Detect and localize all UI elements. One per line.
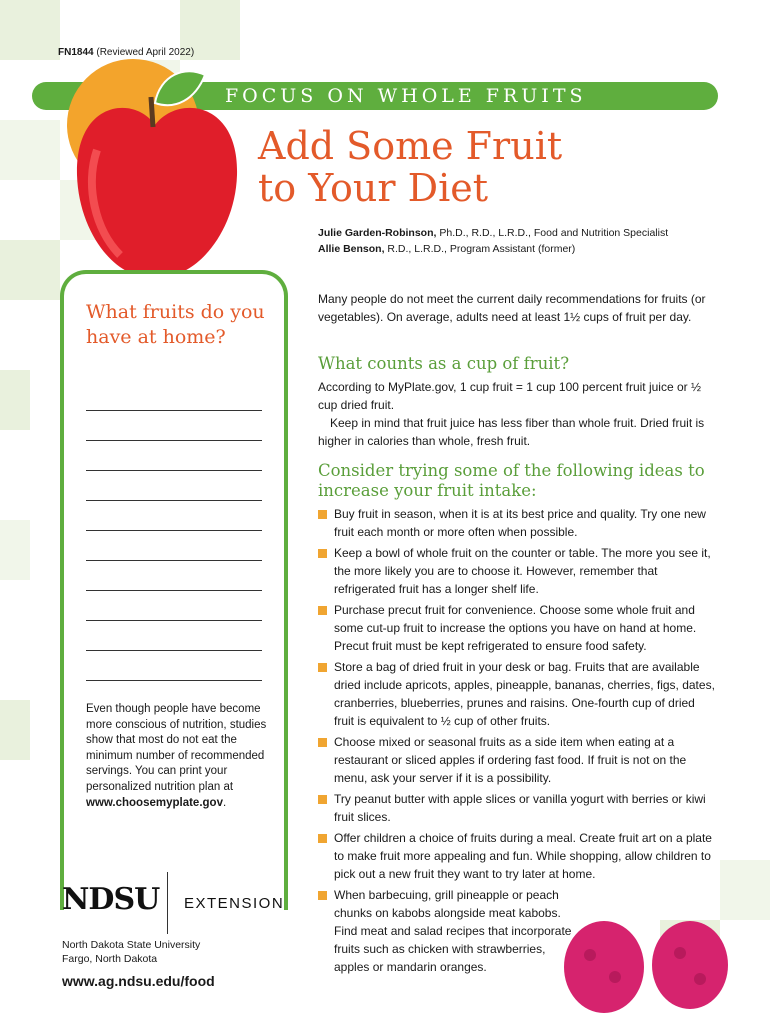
raspberry-seed xyxy=(584,949,596,961)
raspberry-seed xyxy=(609,971,621,983)
raspberry-1 xyxy=(564,921,644,1013)
logo-divider xyxy=(167,872,168,934)
bullet-square-icon xyxy=(318,606,327,615)
bg-square xyxy=(0,370,30,430)
write-in-line[interactable] xyxy=(86,590,262,591)
raspberries-illustration-icon xyxy=(560,915,730,1020)
write-in-line[interactable] xyxy=(86,500,262,501)
cup-note: Keep in mind that fruit juice has less fiber than whole fruit. Dried fruit is higher in calories than whole, fresh fruit. xyxy=(318,416,705,448)
apple-illustration-icon xyxy=(55,55,255,290)
raspberry-2 xyxy=(652,921,728,1009)
raspberry-seed xyxy=(694,973,706,985)
bg-square xyxy=(0,700,30,760)
extension-label: EXTENSION xyxy=(184,895,285,912)
list-item: Store a bag of dried fruit in your desk or bag. Fruits that are available dried include apricots, apples, pineapple, bananas, cherries, figs, dates, cranberries, blueberries, prunes and raisins. One-fourth cup of dried fruit is equivalent to ½ cup of other fruits. xyxy=(318,658,718,730)
document-id: FN1844 (Reviewed April 2022) xyxy=(58,47,195,58)
bg-square xyxy=(720,860,770,920)
list-item: Offer children a choice of fruits during a meal. Create fruit art on a plate to make fruit more appealing and fun. While shopping, allow children to pick out a new fruit they want to try later at home. xyxy=(318,829,718,883)
bullet-square-icon xyxy=(318,549,327,558)
bullet-square-icon xyxy=(318,738,327,747)
write-in-line[interactable] xyxy=(86,680,262,681)
raspberry-seed xyxy=(674,947,686,959)
author-2: Allie Benson, R.D., L.R.D., Program Assistant (former) xyxy=(318,243,576,255)
sidebar-note: Even though people have become more conscious of nutrition, studies show that most do not eat the minimum number of recommended servings. You can print your personalized nutrition plan at www.choosemyplate.gov. xyxy=(86,703,267,809)
bg-square xyxy=(0,120,60,180)
list-item: When barbecuing, grill pineapple or peach chunks on kabobs alongside meat kabobs. Find meat and salad recipes that incorporate fruits such as chicken with strawberries, apples or mandarin oranges. xyxy=(318,886,584,976)
write-in-line[interactable] xyxy=(86,650,262,651)
list-item: Buy fruit in season, when it is at its best price and quality. Try one new fruit each month or more often when possible. xyxy=(318,505,718,541)
write-in-line[interactable] xyxy=(86,620,262,621)
section-heading-ideas: Consider trying some of the following ideas to increase your fruit intake: xyxy=(318,461,705,500)
bullet-square-icon xyxy=(318,795,327,804)
bullet-square-icon xyxy=(318,891,327,900)
author-1: Julie Garden-Robinson, Ph.D., R.D., L.R.D., Food and Nutrition Specialist xyxy=(318,227,669,239)
bg-square xyxy=(0,0,60,60)
bg-square xyxy=(0,520,30,580)
section-heading-cup: What counts as a cup of fruit? xyxy=(318,354,570,373)
write-in-line[interactable] xyxy=(86,470,262,471)
list-item: Keep a bowl of whole fruit on the counter or table. The more you see it, the more likely you are to choose it. However, remember that refrigerated fruit has a longer shelf life. xyxy=(318,544,718,598)
apple-stem xyxy=(151,97,153,127)
university-address: North Dakota State University Fargo, North Dakota xyxy=(62,939,201,965)
cup-definition: According to MyPlate.gov, 1 cup fruit = 1 cup 100 percent fruit juice or ½ cup dried fruit. xyxy=(318,380,701,412)
website-link[interactable]: www.ag.ndsu.edu/food xyxy=(62,973,215,989)
choosemyplate-link[interactable]: www.choosemyplate.gov xyxy=(86,796,223,809)
ideas-list xyxy=(318,505,718,979)
bullet-square-icon xyxy=(318,510,327,519)
intro-paragraph: Many people do not meet the current daily recommendations for fruits (or vegetables). On average, adults need at least 1½ cups of fruit per day. xyxy=(318,292,706,324)
sidebar-question: What fruits do you have at home? xyxy=(86,301,265,348)
bullet-square-icon xyxy=(318,663,327,672)
write-in-line[interactable] xyxy=(86,560,262,561)
write-in-line[interactable] xyxy=(86,410,262,411)
apple-body xyxy=(77,108,237,276)
title-line-2: to Your Diet xyxy=(258,166,488,210)
title-line-1: Add Some Fruit xyxy=(258,124,563,168)
page-title xyxy=(258,125,562,209)
write-in-line[interactable] xyxy=(86,530,262,531)
bg-square xyxy=(0,240,60,300)
ndsu-logo: NDSU xyxy=(62,882,160,917)
bullet-square-icon xyxy=(318,834,327,843)
banner-title: FOCUS ON WHOLE FRUITS xyxy=(225,85,587,107)
list-item: Try peanut butter with apple slices or vanilla yogurt with berries or kiwi fruit slices. xyxy=(318,790,718,826)
list-item: Choose mixed or seasonal fruits as a side item when eating at a restaurant or sliced apples if ordering fast food. If fruit is not on the menu, ask your server if it is a possibility. xyxy=(318,733,718,787)
write-in-line[interactable] xyxy=(86,440,262,441)
list-item: Purchase precut fruit for convenience. Choose some whole fruit and some cut-up fruit to increase the options you have on hand at home. Precut fruit must be kept refrigerated to ensure food safety. xyxy=(318,601,718,655)
